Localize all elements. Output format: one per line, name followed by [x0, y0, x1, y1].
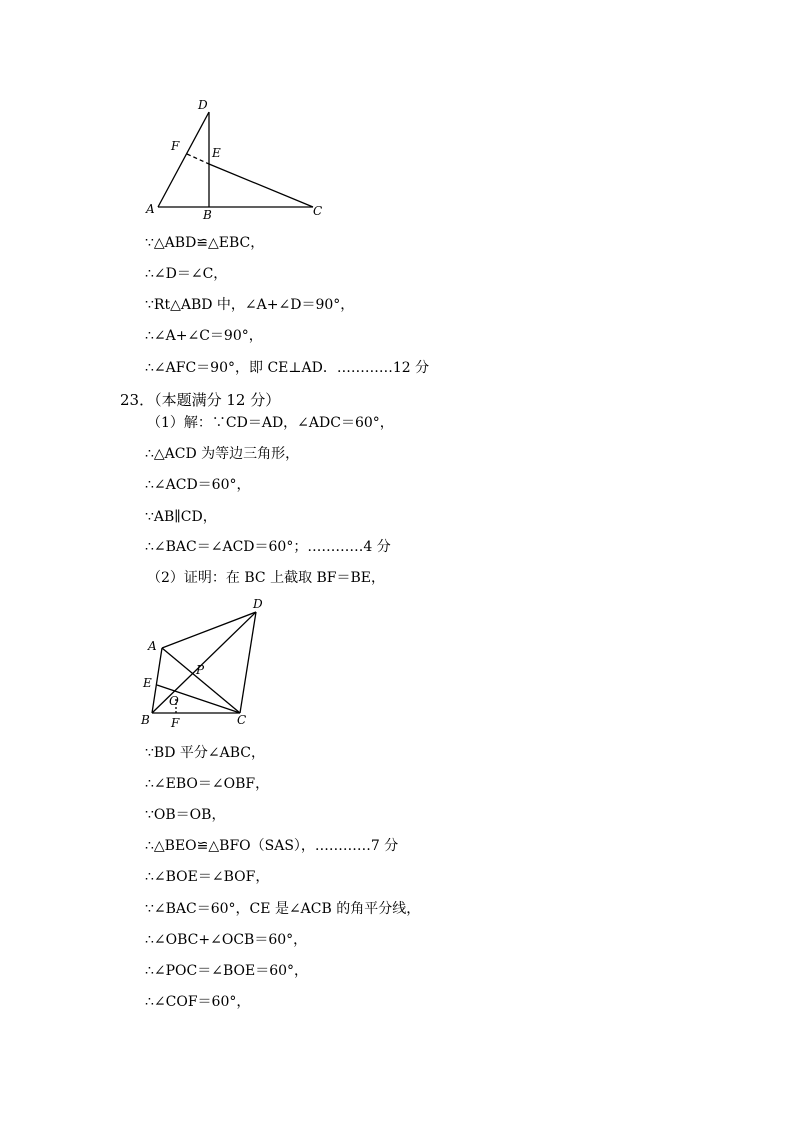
label-F: F	[171, 716, 180, 730]
label-D: D	[198, 98, 208, 112]
label-E: E	[143, 676, 152, 690]
label-C: C	[237, 713, 247, 727]
figure-2-quadrilateral-diagram	[0, 595, 794, 735]
proof-line: ∵AB∥CD，	[145, 509, 217, 525]
label-A: A	[146, 202, 155, 216]
label-F: F	[171, 139, 180, 153]
proof-line: ∴△ACD 为等边三角形，	[145, 446, 300, 462]
proof-line: （2）证明：在 BC 上截取 BF＝BE，	[147, 570, 386, 586]
label-P: P	[196, 663, 205, 677]
segment-EC	[209, 164, 313, 207]
segment-FE-dashed	[187, 154, 209, 164]
proof-line: ∴∠A+∠C＝90°，	[145, 328, 263, 344]
label-A: A	[148, 639, 157, 653]
proof-line: ∴∠BAC＝∠ACD＝60°；…………4 分	[145, 539, 391, 555]
question-23-heading: 23．（本题满分 12 分）	[120, 391, 281, 409]
proof-line: ∵△ABD≌△EBC，	[145, 235, 265, 251]
proof-line: ∴∠BOE＝∠BOF，	[145, 869, 270, 885]
label-B: B	[141, 713, 150, 727]
segment-AD	[162, 612, 256, 648]
label-O: O	[169, 694, 179, 708]
figure-1-triangle-diagram	[0, 0, 794, 230]
segment-AB	[152, 648, 162, 713]
proof-line: ∵∠BAC＝60°，CE 是∠ACB 的角平分线，	[145, 901, 421, 917]
proof-line: （1）解：∵CD＝AD，∠ADC＝60°，	[147, 415, 394, 431]
label-B: B	[203, 208, 212, 222]
proof-line: ∴∠EBO＝∠OBF，	[145, 776, 270, 792]
proof-line: ∵Rt△ABD 中，∠A+∠D＝90°，	[145, 297, 355, 313]
label-C: C	[313, 204, 323, 218]
label-D: D	[253, 597, 263, 611]
proof-line: ∴△BEO≌△BFO（SAS），…………7 分	[145, 838, 399, 854]
proof-line: ∴∠OBC+∠OCB＝60°，	[145, 932, 308, 948]
segment-AD	[158, 112, 209, 207]
segment-DC	[240, 612, 256, 713]
proof-line: ∴∠ACD＝60°，	[145, 477, 251, 493]
proof-line: ∵OB＝OB，	[145, 807, 226, 823]
proof-line: ∴∠COF＝60°，	[145, 994, 251, 1010]
proof-line: ∴∠D＝∠C，	[145, 266, 228, 282]
proof-line: ∴∠POC＝∠BOE＝60°，	[145, 963, 309, 979]
label-E: E	[212, 146, 221, 160]
proof-line: ∴∠AFC＝90°，即 CE⊥AD．…………12 分	[145, 360, 430, 376]
proof-line: ∵BD 平分∠ABC，	[145, 745, 265, 761]
